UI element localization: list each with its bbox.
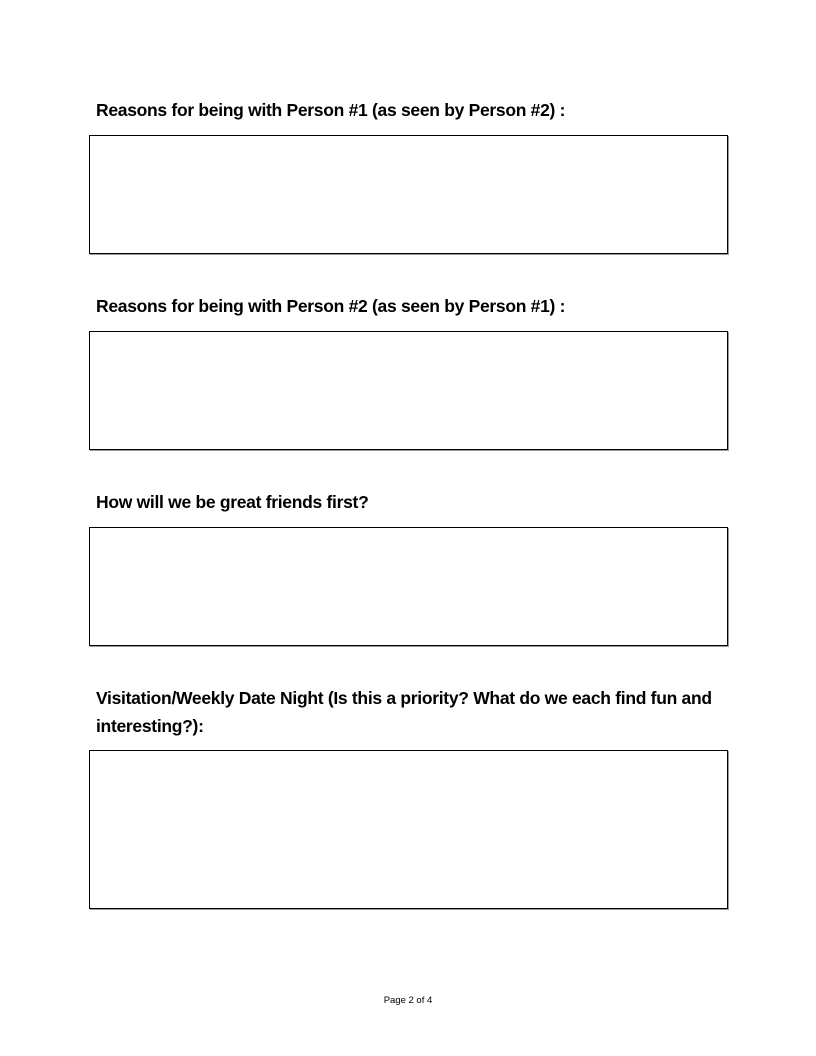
section-heading-reasons-person-2: Reasons for being with Person #2 (as seen by Person #1) : xyxy=(96,296,566,316)
answer-box-friends-first[interactable] xyxy=(89,527,728,646)
answer-box-reasons-person-2[interactable] xyxy=(89,331,728,450)
section-heading-friends-first: How will we be great friends first? xyxy=(96,492,369,512)
page-number: Page 2 of 4 xyxy=(383,995,433,1006)
section-heading-date-night: Visitation/Weekly Date Night (Is this a priority? What do we each find fun and interesting?): xyxy=(96,688,712,736)
section-heading-reasons-person-1: Reasons for being with Person #1 (as seen by Person #2) : xyxy=(96,100,566,120)
answer-box-reasons-person-1[interactable] xyxy=(89,135,728,254)
answer-box-date-night[interactable] xyxy=(89,750,728,909)
